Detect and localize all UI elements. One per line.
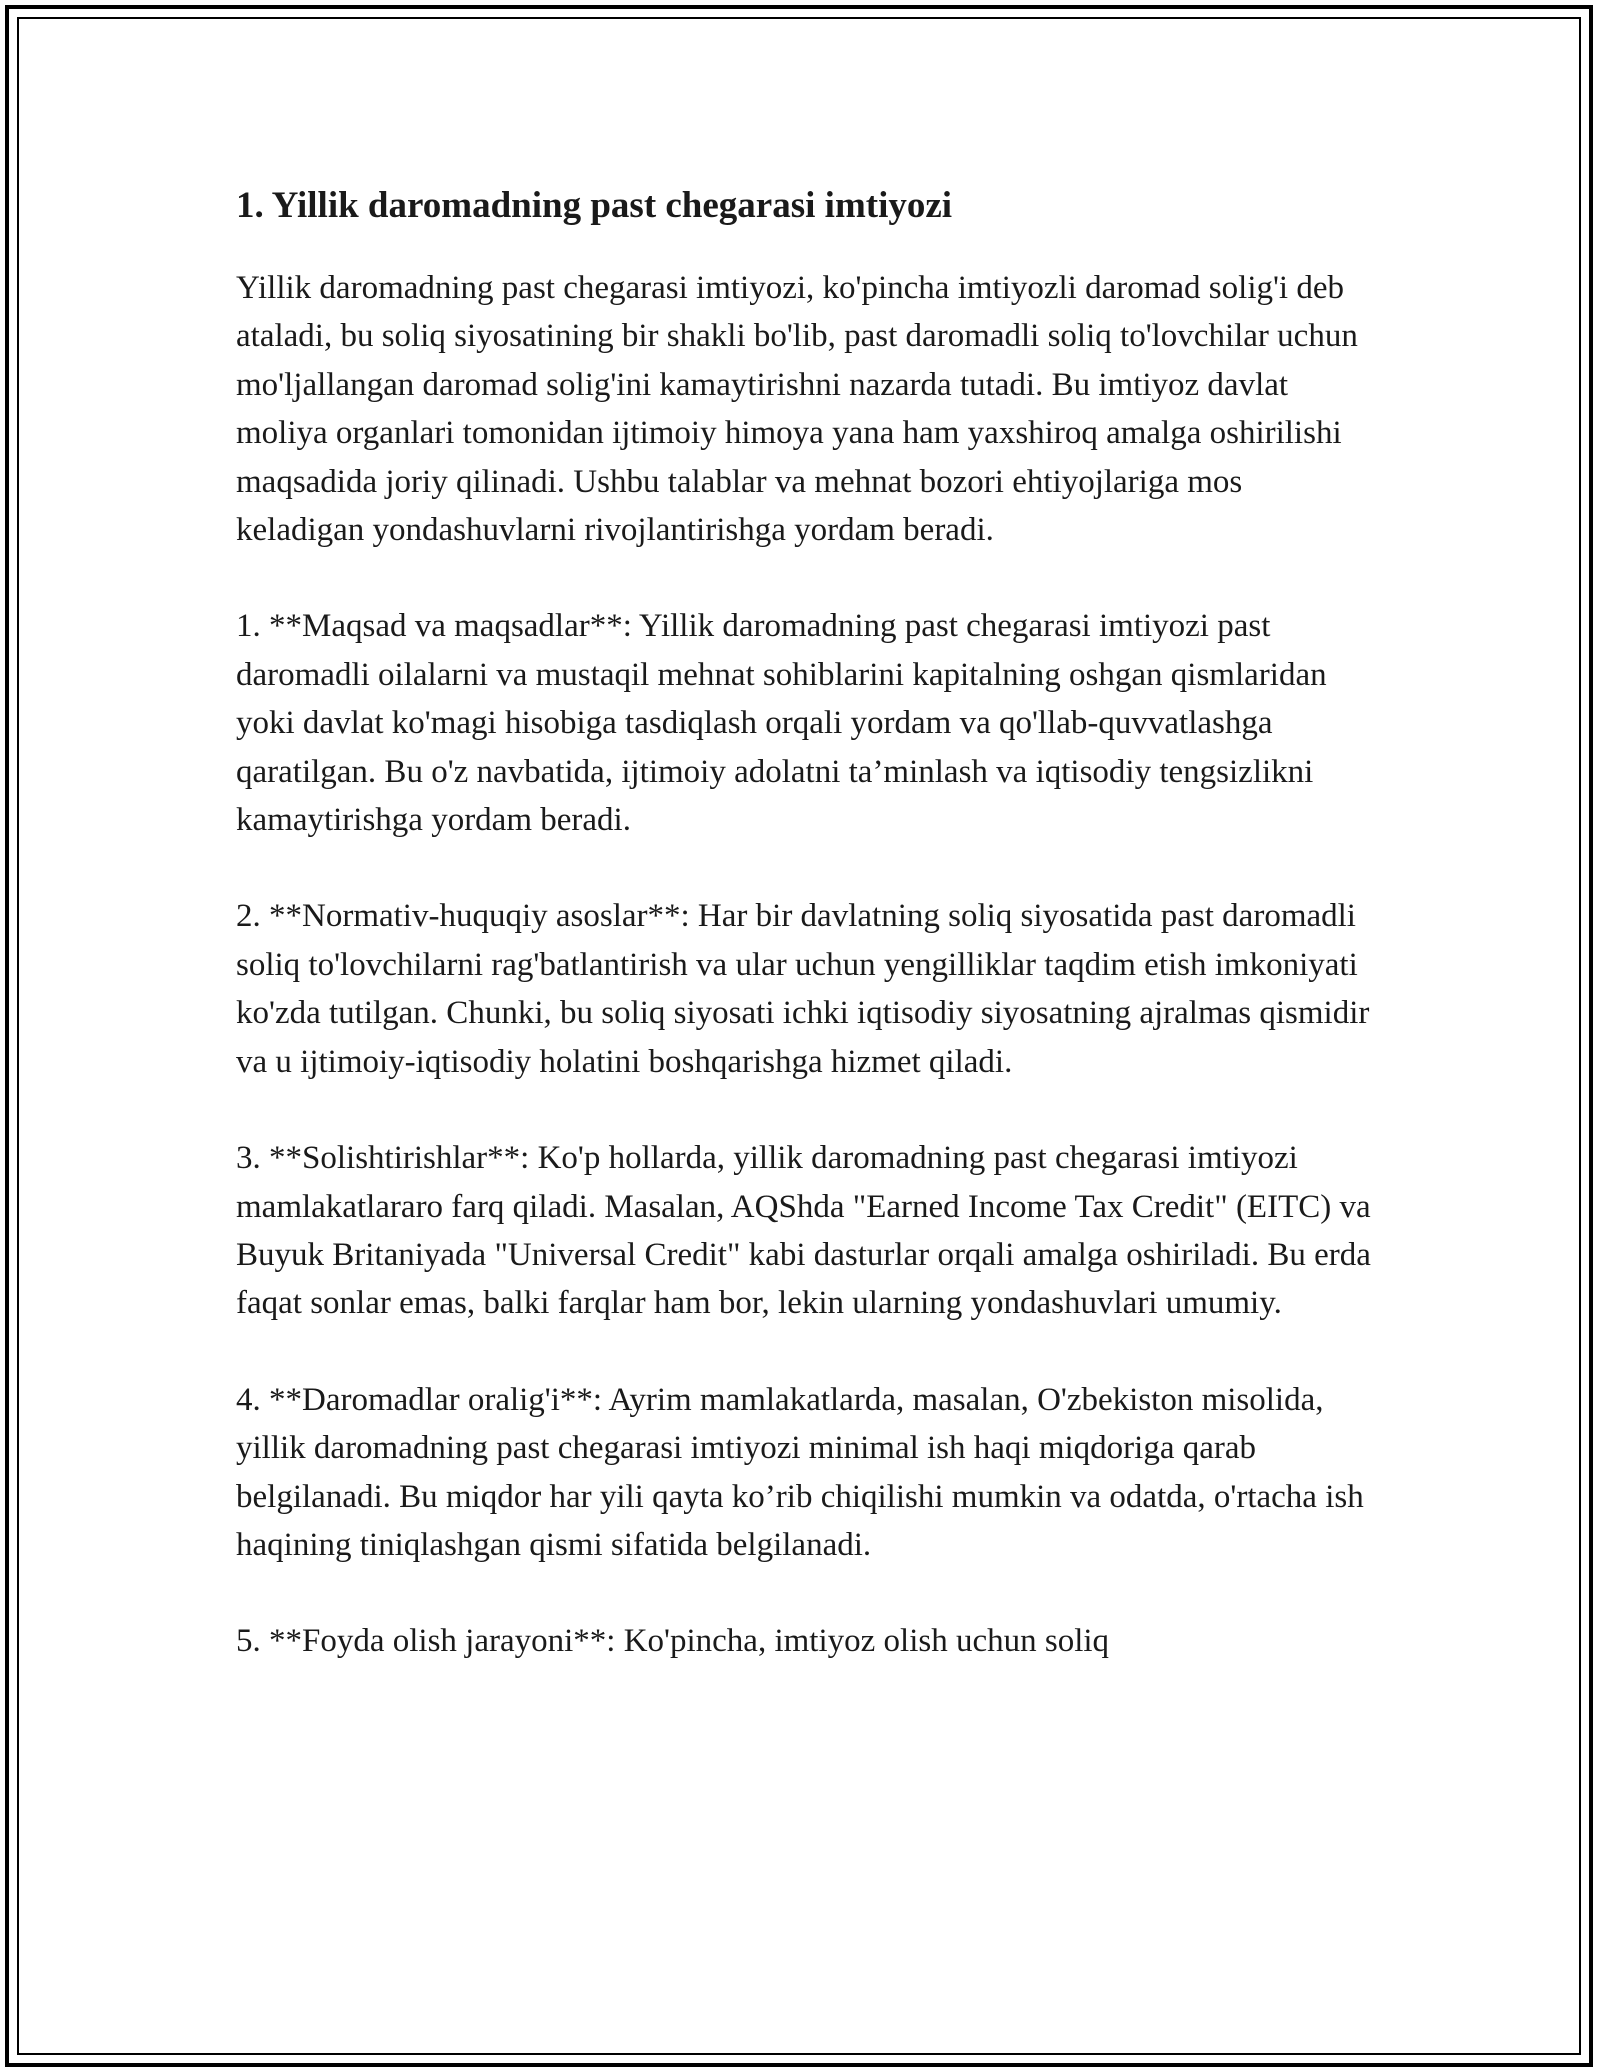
paragraph-goals: 1. **Maqsad va maqsadlar**: Yillik daromadning past chegarasi imtiyozi past daromadli oilalarni va mustaqil mehnat sohiblarini kapitalning oshgan qismlaridan yoki davlat ko'magi hisobiga tasdiqlash orqali yordam va qo'llab-quvvatlashga qaratilgan. Bu o'z navbatida, ijtimoiy adolatni ta’minlash va iqtisodiy tengsizlikni kamaytirishga yordam beradi. bbox=[236, 608, 1327, 839]
document-body bbox=[236, 178, 1376, 1666]
intro-paragraph: Yillik daromadning past chegarasi imtiyozi, ko'pincha imtiyozli daromad solig'i deb ataladi, bu soliq siyosatining bir shakli bo'lib, past daromadli soliq to'lovchilar uchun mo'ljallangan daromad solig'ini kamaytirishni nazarda tutadi. Bu imtiyoz davlat moliya organlari tomonidan ijtimoiy himoya yana ham yaxshiroq amalga oshirilishi maqsadida joriy qilinadi. Ushbu talablar va mehnat bozori ehtiyojlariga mos keladigan yondashuvlarni rivojlantirishga yordam beradi. bbox=[236, 270, 1358, 549]
paragraph-legal-basis: 2. **Normativ-huquqiy asoslar**: Har bir davlatning soliq siyosatida past daromadli soliq to'lovchilarni rag'batlantirish va ular uchun yengilliklar taqdim etish imkoniyati ko'zda tutilgan. Chunki, bu soliq siyosati ichki iqtisodiy siyosatning ajralmas qismidir va u ijtimoiy-iqtisodiy holatini boshqarishga hizmet qiladi. bbox=[236, 898, 1370, 1080]
paragraph-comparisons: 3. **Solishtirishlar**: Ko'p hollarda, yillik daromadning past chegarasi imtiyozi mamlakatlararo farq qiladi. Masalan, AQShda "Earned Income Tax Credit" (EITC) va Buyuk Britaniyada "Universal Credit" kabi dasturlar orqali amalga oshiriladi. Bu erda faqat sonlar emas, balki farqlar ham bor, lekin ularning yondashuvlari umumiy. bbox=[236, 1140, 1371, 1322]
section-heading: 1. Yillik daromadning past chegarasi imtiyozi bbox=[236, 185, 953, 226]
paragraph-benefit-process: 5. **Foyda olish jarayoni**: Ko'pincha, imtiyoz olish uchun soliq bbox=[236, 1623, 1110, 1660]
paragraph-income-range: 4. **Daromadlar oralig'i**: Ayrim mamlakatlarda, masalan, O'zbekiston misolida, yillik daromadning past chegarasi imtiyozi minimal ish haqi miqdoriga qarab belgilanadi. Bu miqdor har yili qayta ko’rib chiqilishi mumkin va odatda, o'rtacha ish haqining tiniqlashgan qismi sifatida belgilanadi. bbox=[236, 1381, 1364, 1563]
